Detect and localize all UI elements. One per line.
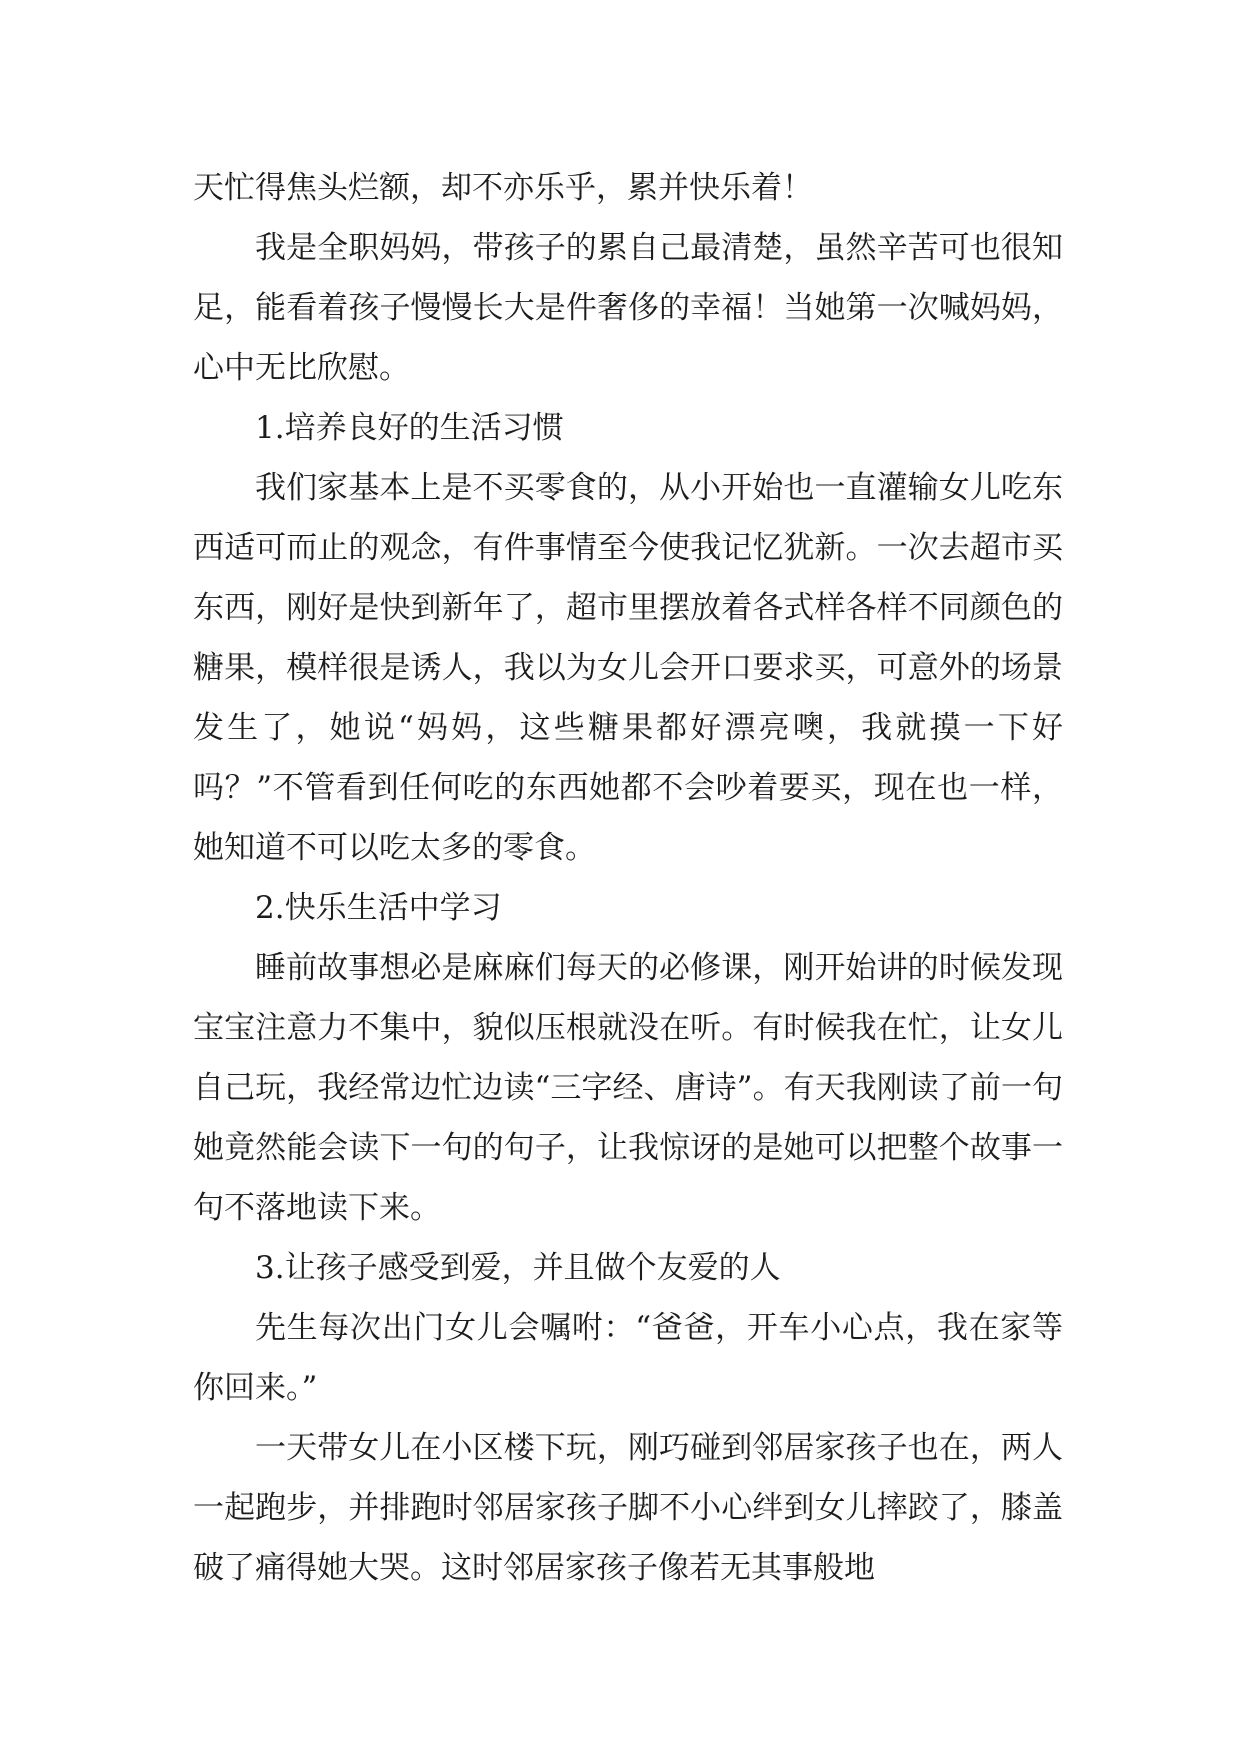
section-heading-learning: 2.快乐生活中学习 — [255, 890, 502, 926]
paragraph-continuation: 天忙得焦头烂额，却不亦乐乎，累并快乐着！ — [193, 170, 813, 206]
section-heading-habits: 1.培养良好的生活习惯 — [255, 410, 564, 446]
paragraph-fulltime-mom: 我是全职妈妈，带孩子的累自己最清楚，虽然辛苦可也很知足，能看着孩子慢慢长大是件奢侈的幸福！当她第一次喊妈妈，心中无比欣慰。 — [193, 230, 1063, 386]
paragraph-father-leaving: 先生每次出门女儿会嘱咐：“爸爸，开车小心点，我在家等你回来。” — [193, 1310, 1063, 1406]
section-heading-love: 3.让孩子感受到爱，并且做个友爱的人 — [255, 1250, 781, 1286]
paragraph-neighbor-child: 一天带女儿在小区楼下玩，刚巧碰到邻居家孩子也在，两人一起跑步，并排跑时邻居家孩子脚不小心绊到女儿摔跤了，膝盖破了痛得她大哭。这时邻居家孩子像若无其事般地 — [193, 1430, 1063, 1586]
document-body — [193, 158, 1063, 1598]
paragraph-snacks: 我们家基本上是不买零食的，从小开始也一直灌输女儿吃东西适可而止的观念，有件事情至今使我记忆犹新。一次去超市买东西，刚好是快到新年了，超市里摆放着各式样各样不同颜色的糖果，模样很是诱人，我以为女儿会开口要求买，可意外的场景发生了，她说“妈妈，这些糖果都好漂亮噢，我就摸一下好吗？”不管看到任何吃的东西她都不会吵着要买，现在也一样，她知道不可以吃太多的零食。 — [193, 470, 1063, 866]
paragraph-bedtime-stories: 睡前故事想必是麻麻们每天的必修课，刚开始讲的时候发现宝宝注意力不集中，貌似压根就没在听。有时候我在忙，让女儿自己玩，我经常边忙边读“三字经、唐诗”。有天我刚读了前一句她竟然能会读下一句的句子，让我惊讶的是她可以把整个故事一句不落地读下来。 — [193, 950, 1063, 1226]
